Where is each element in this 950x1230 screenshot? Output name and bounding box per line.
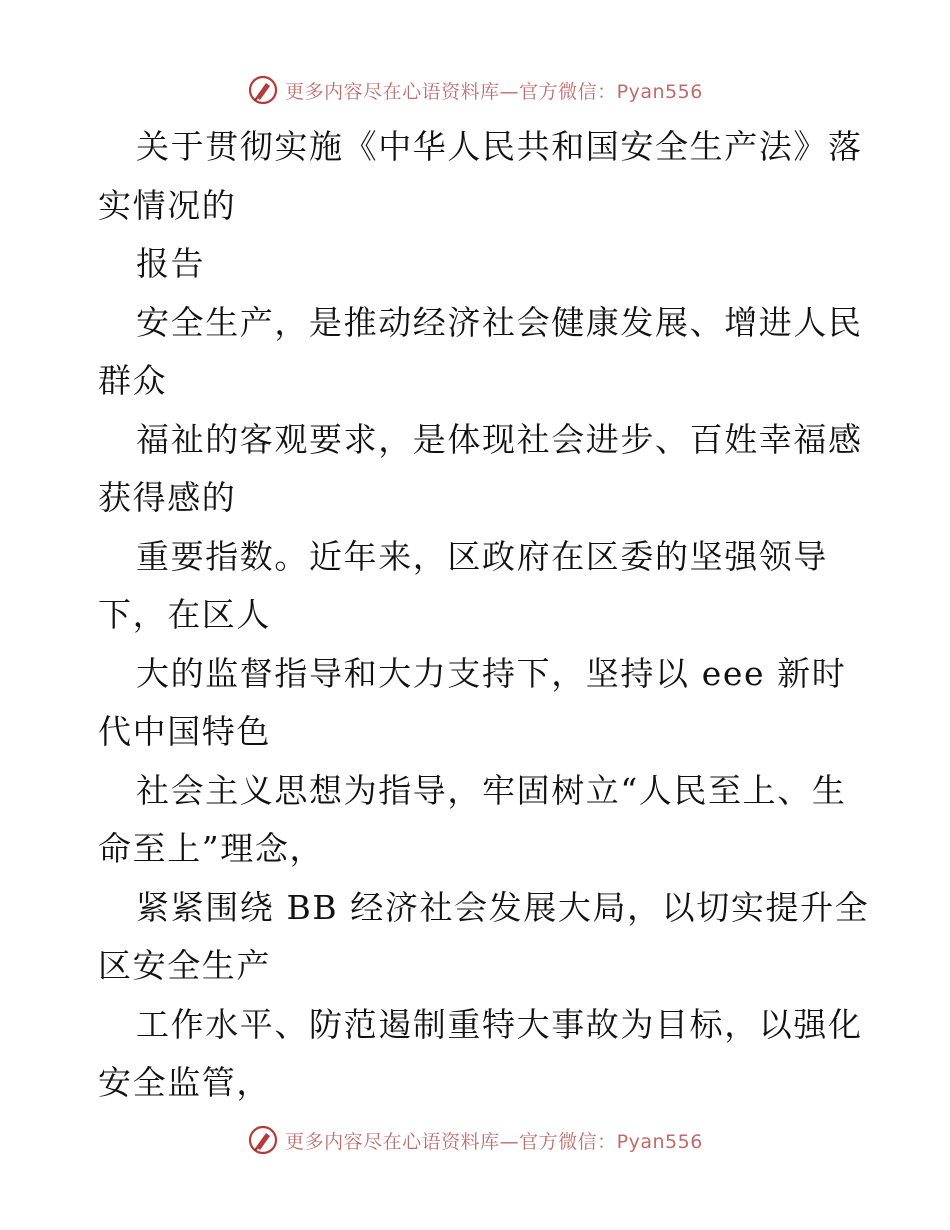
text-line: 获得感的 <box>98 478 237 517</box>
pen-logo-icon <box>247 74 279 106</box>
text-line: 群众 <box>98 361 168 400</box>
text-line: 关于贯彻实施《中华人民共和国安全生产法》落 <box>136 127 863 166</box>
footer-watermark <box>0 1120 950 1160</box>
text-line: 报告 <box>136 244 206 283</box>
text-line: 实情况的 <box>98 185 237 225</box>
pen-logo-icon <box>247 1124 279 1156</box>
text-line: 大的监督指导和大力支持下，坚持以 eee 新时 <box>136 653 847 693</box>
text-line: 区安全生产 <box>98 946 271 985</box>
text-line: 社会主义思想为指导，牢固树立“人民至上、生 <box>136 770 847 810</box>
text-line: 代中国特色 <box>98 712 271 751</box>
text-line: 工作水平、防范遏制重特大事故为目标，以强化 <box>136 1004 863 1044</box>
watermark-text: 更多内容尽在心语资料库—官方微信：Pyan556 <box>285 80 703 103</box>
header-watermark <box>0 70 950 110</box>
document-body <box>98 118 870 1113</box>
text-line: 重要指数。近年来，区政府在区委的坚强领导 <box>136 536 828 576</box>
text-line: 安全生产，是推动经济社会健康发展、增进人民 <box>136 302 863 342</box>
text-line: 安全监管， <box>98 1063 271 1102</box>
text-line: 福祉的客观要求，是体现社会进步、百姓幸福感 <box>136 419 863 459</box>
watermark-text: 更多内容尽在心语资料库—官方微信：Pyan556 <box>285 1130 703 1153</box>
text-line: 紧紧围绕 BB 经济社会发展大局，以切实提升全 <box>136 887 870 927</box>
text-line: 下，在区人 <box>98 595 271 634</box>
text-line: 命至上”理念， <box>98 829 325 868</box>
